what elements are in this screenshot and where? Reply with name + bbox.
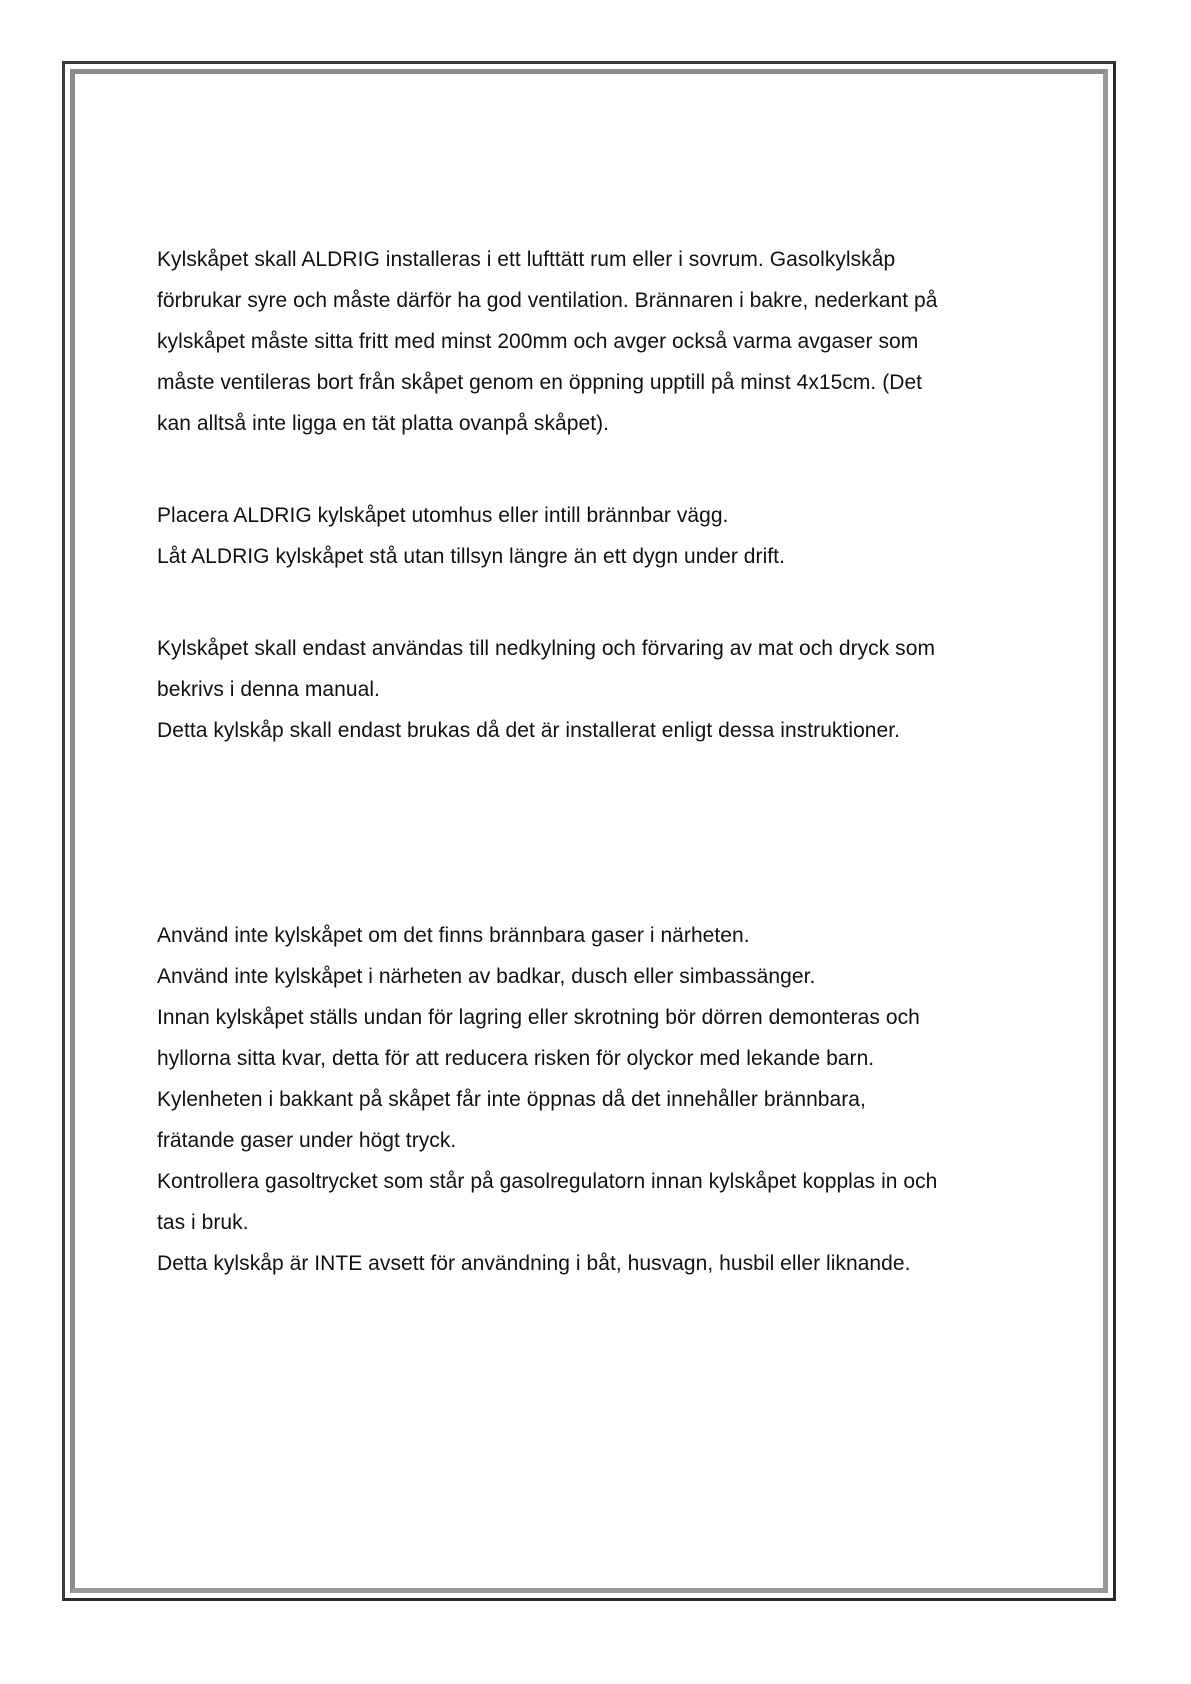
text-line: hyllorna sitta kvar, detta för att reducera risken för olyckor med lekande barn. — [157, 1047, 875, 1070]
text-line: förbrukar syre och måste därför ha god ventilation. Brännaren i bakre, nederkant på — [157, 289, 938, 312]
paragraph-spacer — [157, 751, 1057, 915]
text-line: Detta kylskåp skall endast brukas då det är installerat enligt dessa instruktioner. — [157, 719, 901, 742]
text-line: Kylenheten i bakkant på skåpet får inte öppnas då det innehåller brännbara, — [157, 1088, 866, 1111]
text-line: bekrivs i denna manual. — [157, 678, 380, 701]
text-line: kan alltså inte ligga en tät platta ovanpå skåpet). — [157, 412, 610, 435]
paragraph-spacer — [157, 444, 1057, 495]
text-line: måste ventileras bort från skåpet genom en öppning upptill på minst 4x15cm. (Det — [157, 371, 923, 394]
text-line: tas i bruk. — [157, 1211, 249, 1234]
text-line: Kontrollera gasoltrycket som står på gasolregulatorn innan kylskåpet kopplas in och — [157, 1170, 938, 1193]
placement-paragraph — [157, 495, 1057, 577]
text-line: Kylskåpet skall endast användas till nedkylning och förvaring av mat och dryck som — [157, 637, 935, 660]
ventilation-paragraph — [157, 239, 1057, 444]
usage-paragraph — [157, 628, 1057, 751]
safety-paragraph — [157, 915, 1057, 1284]
text-line: Detta kylskåp är INTE avsett för användning i båt, husvagn, husbil eller liknande. — [157, 1252, 911, 1275]
text-line: frätande gaser under högt tryck. — [157, 1129, 457, 1152]
document-body — [157, 239, 1057, 1284]
text-line: Placera ALDRIG kylskåpet utomhus eller intill brännbar vägg. — [157, 504, 729, 527]
text-line: Använd inte kylskåpet om det finns brännbara gaser i närheten. — [157, 924, 750, 947]
text-line: Innan kylskåpet ställs undan för lagring eller skrotning bör dörren demonteras och — [157, 1006, 920, 1029]
text-line: kylskåpet måste sitta fritt med minst 200mm och avger också varma avgaser som — [157, 330, 919, 353]
text-line: Använd inte kylskåpet i närheten av badkar, dusch eller simbassänger. — [157, 965, 816, 988]
text-line: Låt ALDRIG kylskåpet stå utan tillsyn längre än ett dygn under drift. — [157, 545, 785, 568]
paragraph-spacer — [157, 577, 1057, 628]
text-line: Kylskåpet skall ALDRIG installeras i ett lufttätt rum eller i sovrum. Gasolkylskåp — [157, 248, 896, 271]
